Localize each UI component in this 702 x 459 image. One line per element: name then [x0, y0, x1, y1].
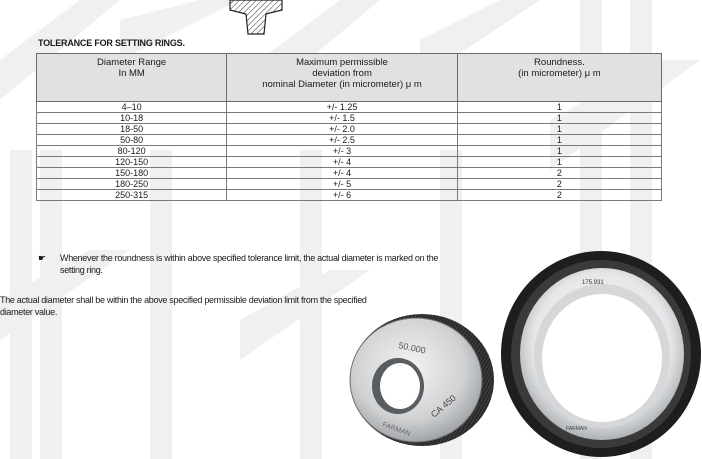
- ring-small-size-label: 50.000: [397, 340, 427, 356]
- cell-diameter: 18-50: [37, 124, 227, 135]
- cell-diameter: 150-180: [37, 168, 227, 179]
- table-header-row: [37, 54, 662, 102]
- header-max-deviation: [227, 54, 458, 102]
- table-row: [37, 157, 662, 168]
- table-row: [37, 179, 662, 190]
- header-diameter-range: [37, 54, 227, 102]
- table-row: [37, 190, 662, 201]
- cell-roundness: 1: [457, 135, 661, 146]
- cell-roundness: 1: [457, 102, 661, 113]
- table-row: [37, 102, 662, 113]
- header-line: Roundness.: [534, 57, 585, 68]
- table-row: [37, 135, 662, 146]
- ring-large-size-label: 175.931: [582, 280, 604, 286]
- header-line: (in micrometer) μ m: [518, 68, 601, 79]
- cell-diameter: 50-80: [37, 135, 227, 146]
- header-line: nominal Diameter (in micrometer) μ m: [262, 79, 422, 90]
- note-text: Whenever the roundness is within above specified tolerance limit, the actual diameter is marked on the setting ring.: [60, 253, 439, 275]
- table-row: [37, 146, 662, 157]
- cell-roundness: 1: [457, 124, 661, 135]
- ring-small-code-label: CA 450: [428, 392, 458, 420]
- table-row: [37, 168, 662, 179]
- header-line: Maximum permissible: [296, 57, 388, 68]
- cell-deviation: +/- 2.5: [227, 135, 458, 146]
- cell-deviation: +/- 1.25: [227, 102, 458, 113]
- pointing-finger-icon: ☛: [38, 253, 46, 263]
- section-title: TOLERANCE FOR SETTING RINGS.: [38, 38, 185, 48]
- cell-roundness: 2: [457, 179, 661, 190]
- setting-ring-large-image: [496, 250, 702, 459]
- roundness-note: [38, 252, 458, 276]
- cell-diameter: 250-315: [37, 190, 227, 201]
- cell-deviation: +/- 6: [227, 190, 458, 201]
- cell-roundness: 1: [457, 157, 661, 168]
- cell-deviation: +/- 2.0: [227, 124, 458, 135]
- cell-deviation: +/- 3: [227, 146, 458, 157]
- cell-diameter: 4–10: [37, 102, 227, 113]
- ring-small-brand-label: FARMAN: [381, 421, 412, 438]
- cell-roundness: 1: [457, 146, 661, 157]
- cell-roundness: 2: [457, 168, 661, 179]
- deviation-paragraph: The actual diameter shall be within the above specified permissible deviation limit from the specified diameter value.: [0, 295, 367, 317]
- cell-diameter: 120-150: [37, 157, 227, 168]
- header-line: In MM: [118, 68, 145, 79]
- cell-diameter: 10-18: [37, 113, 227, 124]
- cell-diameter: 80-120: [37, 146, 227, 157]
- header-line: Diameter Range: [97, 57, 167, 68]
- tolerance-table: [36, 53, 662, 201]
- cell-roundness: 1: [457, 113, 661, 124]
- cell-deviation: +/- 5: [227, 179, 458, 190]
- cell-roundness: 2: [457, 190, 661, 201]
- header-line: deviation from: [312, 68, 372, 79]
- cell-deviation: +/- 4: [227, 157, 458, 168]
- cell-diameter: 180-250: [37, 179, 227, 190]
- header-roundness: [457, 54, 661, 102]
- cell-deviation: +/- 1.5: [227, 113, 458, 124]
- table-row: [37, 124, 662, 135]
- cell-deviation: +/- 4: [227, 168, 458, 179]
- tee-section-icon: [228, 0, 284, 36]
- ring-large-brand-label: FARMAN: [566, 426, 587, 432]
- setting-ring-small-image: [338, 300, 498, 450]
- table-row: [37, 113, 662, 124]
